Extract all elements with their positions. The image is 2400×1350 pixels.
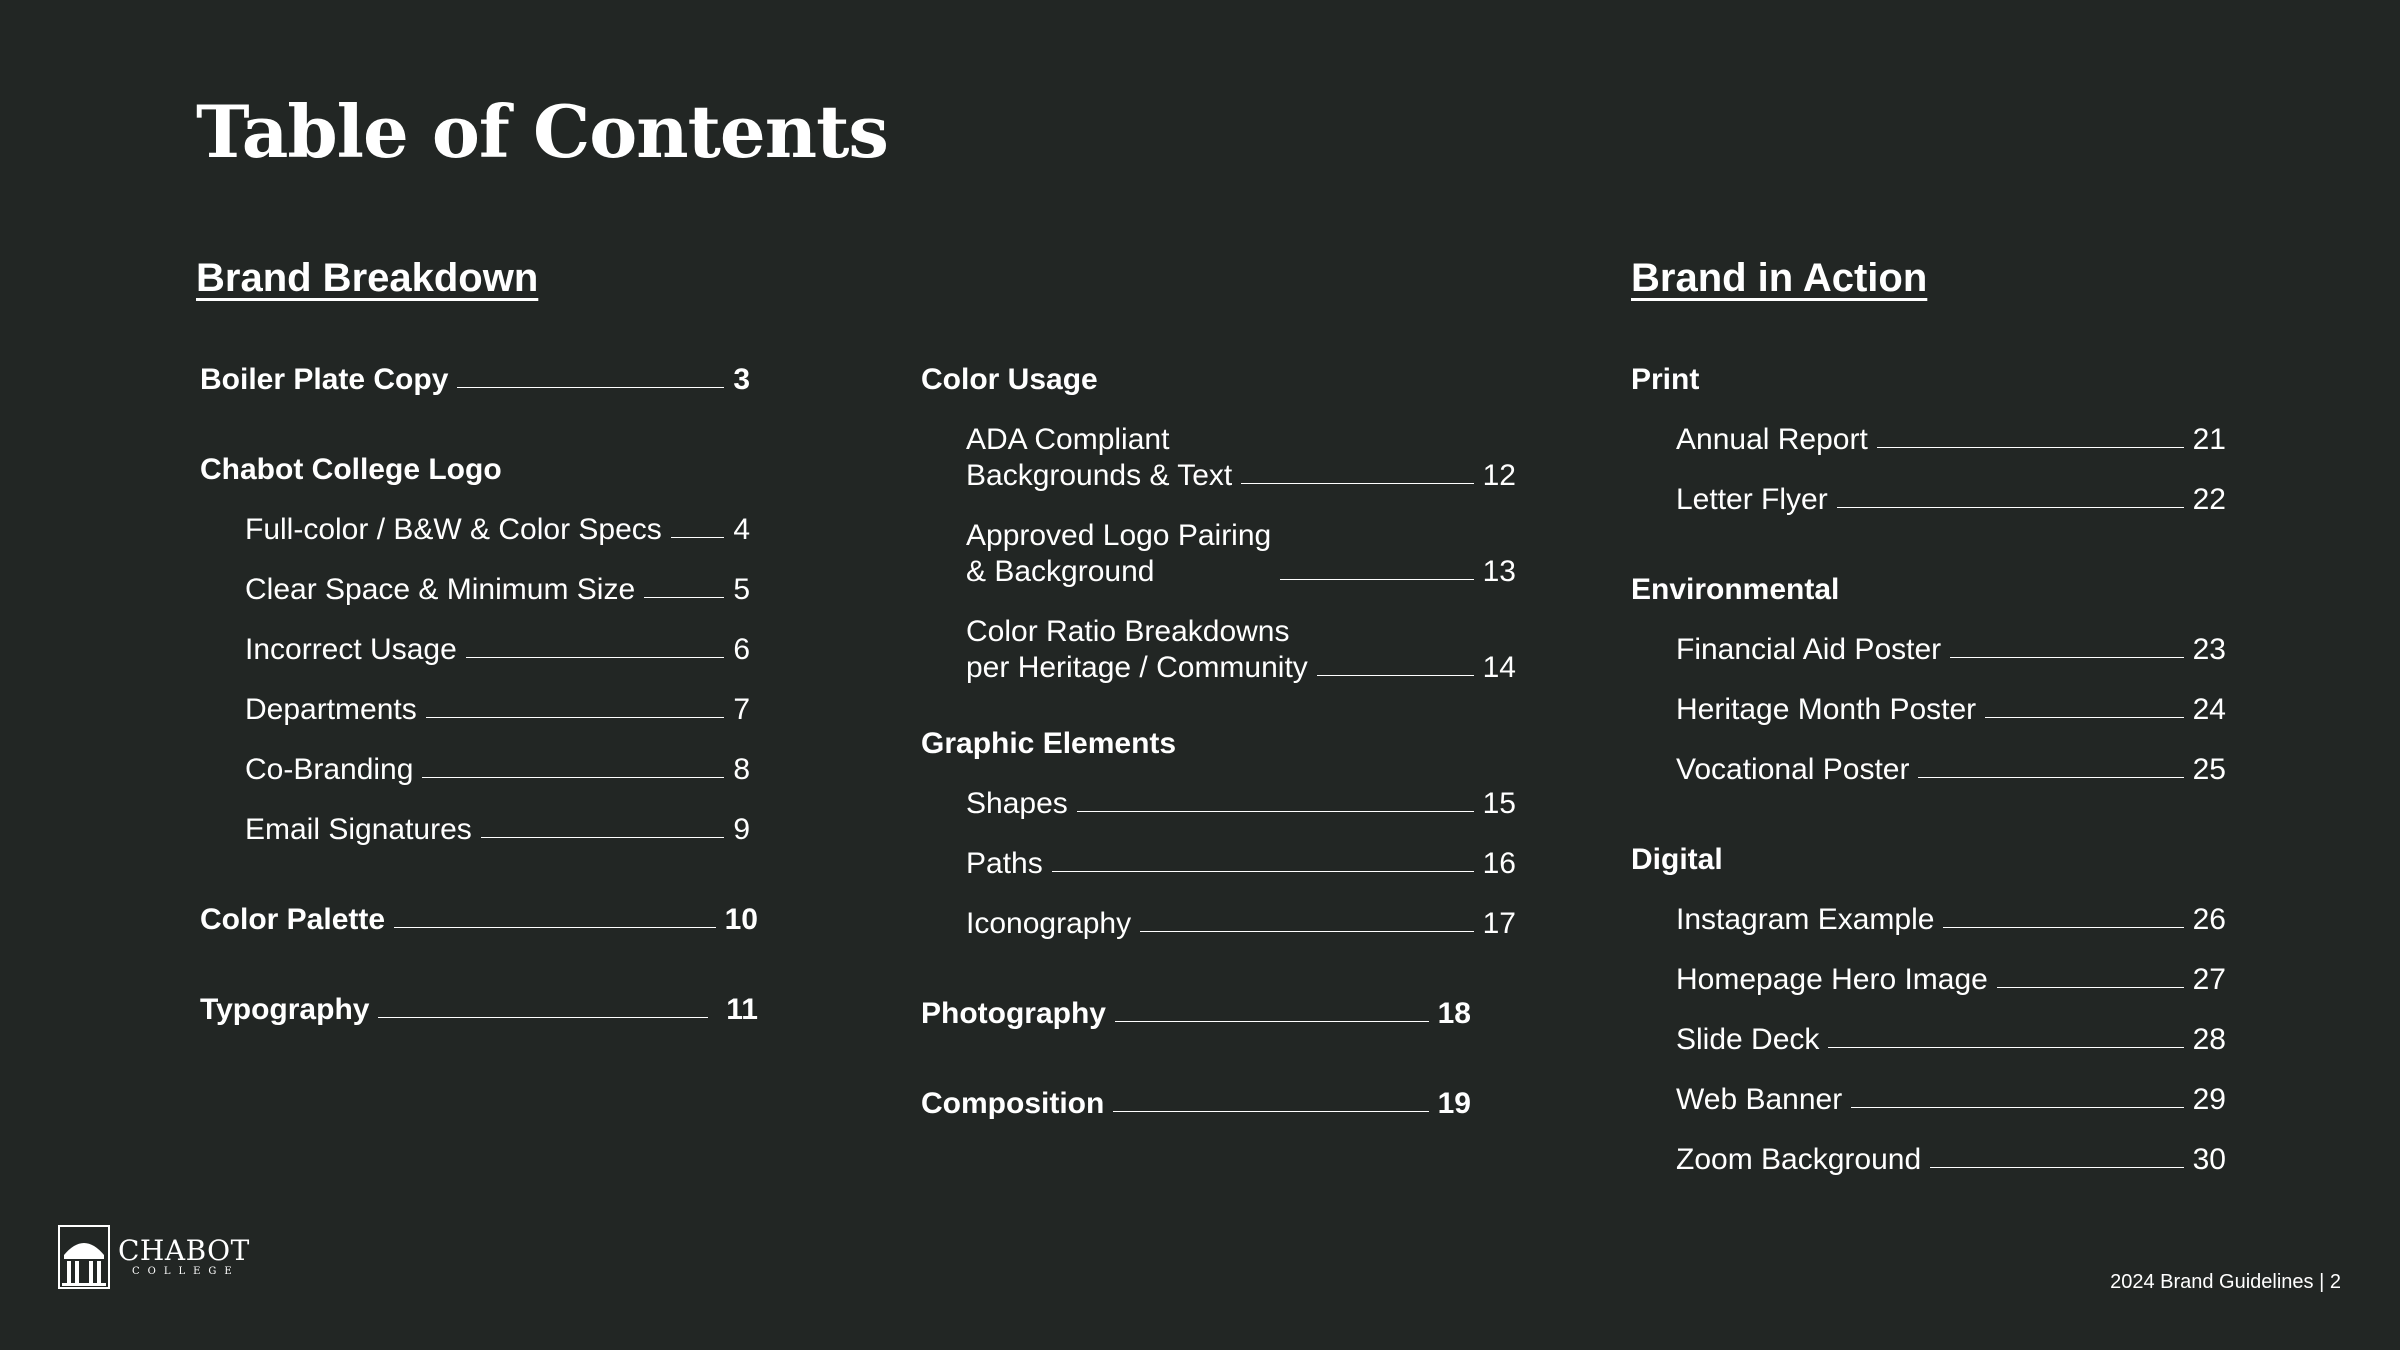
toc-entry-page: 11 bbox=[726, 993, 758, 1026]
toc-entry-page: 29 bbox=[2192, 1083, 2226, 1116]
toc-entry-label: Departments bbox=[245, 693, 417, 726]
toc-entry-page: 16 bbox=[1482, 847, 1516, 880]
toc-entry[interactable] bbox=[1631, 422, 2226, 458]
dotted-leader bbox=[1077, 811, 1474, 812]
toc-entry-label: Color Palette bbox=[200, 903, 386, 936]
toc-entry-label bbox=[966, 614, 1308, 686]
dotted-leader bbox=[1317, 675, 1474, 676]
toc-entry-label: Composition bbox=[921, 1087, 1105, 1120]
dotted-leader bbox=[466, 657, 725, 658]
toc-entry-page: 24 bbox=[2192, 693, 2226, 726]
toc-entry-page: 18 bbox=[1437, 997, 1471, 1030]
toc-entry-label-line-2: Backgrounds & Text bbox=[966, 459, 1233, 492]
toc-entry-label: Financial Aid Poster bbox=[1676, 633, 1942, 666]
section-heading-brand-in-action: Brand in Action bbox=[1631, 256, 1928, 300]
toc-entry-color-palette[interactable] bbox=[200, 902, 758, 938]
toc-entry-page: 8 bbox=[733, 753, 750, 786]
dotted-leader bbox=[426, 717, 725, 718]
toc-entry[interactable] bbox=[1631, 692, 2226, 728]
dotted-leader bbox=[457, 387, 724, 388]
toc-entry-typography[interactable] bbox=[200, 992, 758, 1028]
toc-entry-page: 14 bbox=[1482, 651, 1516, 684]
toc-entry[interactable] bbox=[921, 614, 1516, 686]
toc-group-heading-color-usage: Color Usage bbox=[921, 363, 1098, 396]
footer-page-label: 2024 Brand Guidelines | 2 bbox=[2110, 1271, 2341, 1293]
logo-subtitle: COLLEGE bbox=[132, 1266, 240, 1277]
toc-entry-page: 25 bbox=[2192, 753, 2226, 786]
dotted-leader bbox=[1930, 1167, 2183, 1168]
toc-group-heading-graphic-elements: Graphic Elements bbox=[921, 727, 1177, 760]
toc-entry-label: Incorrect Usage bbox=[245, 633, 457, 666]
dotted-leader bbox=[1241, 483, 1473, 484]
toc-entry-label: Paths bbox=[966, 847, 1043, 880]
toc-entry-label: Shapes bbox=[966, 787, 1068, 820]
section-heading-brand-breakdown: Brand Breakdown bbox=[196, 256, 539, 300]
dotted-leader bbox=[378, 1017, 708, 1018]
toc-group-heading-print: Print bbox=[1631, 363, 1700, 396]
toc-column-3 bbox=[1631, 362, 2226, 1178]
toc-column-1 bbox=[200, 362, 758, 1028]
logo-wordmark bbox=[118, 1236, 250, 1278]
toc-entry[interactable] bbox=[200, 752, 750, 788]
toc-entry-label: Full-color / B&W & Color Specs bbox=[245, 513, 662, 546]
toc-entry[interactable] bbox=[921, 906, 1516, 942]
toc-entry[interactable] bbox=[1631, 482, 2226, 518]
toc-entry-page: 9 bbox=[733, 813, 750, 846]
toc-entry-page: 22 bbox=[2192, 483, 2226, 516]
toc-entry-label: Clear Space & Minimum Size bbox=[245, 573, 636, 606]
dotted-leader bbox=[1837, 507, 2184, 508]
dotted-leader bbox=[1918, 777, 2183, 778]
toc-entry[interactable] bbox=[1631, 1142, 2226, 1178]
toc-entry-page: 4 bbox=[733, 513, 750, 546]
toc-entry-label: Email Signatures bbox=[245, 813, 472, 846]
toc-entry-page: 30 bbox=[2192, 1143, 2226, 1176]
toc-entry-page: 10 bbox=[724, 903, 758, 936]
toc-entry[interactable] bbox=[921, 422, 1516, 494]
page-title: Table of Contents bbox=[196, 89, 888, 174]
dotted-leader bbox=[1052, 871, 1474, 872]
toc-entry-label: Photography bbox=[921, 997, 1106, 1030]
dotted-leader bbox=[1851, 1107, 2183, 1108]
toc-entry-label-line-1: ADA Compliant bbox=[966, 423, 1170, 456]
toc-entry-page: 7 bbox=[733, 693, 750, 726]
dotted-leader bbox=[422, 777, 724, 778]
toc-entry[interactable] bbox=[1631, 902, 2226, 938]
toc-entry-page: 19 bbox=[1437, 1087, 1471, 1120]
dotted-leader bbox=[1115, 1021, 1429, 1022]
toc-entry-label bbox=[966, 518, 1271, 590]
dotted-leader bbox=[1943, 927, 2183, 928]
dotted-leader bbox=[1877, 447, 2184, 448]
dotted-leader bbox=[644, 597, 724, 598]
toc-entry-label: Iconography bbox=[966, 907, 1132, 940]
toc-entry-composition[interactable] bbox=[921, 1086, 1471, 1122]
toc-entry-page: 5 bbox=[733, 573, 750, 606]
toc-entry[interactable] bbox=[1631, 632, 2226, 668]
toc-entry[interactable] bbox=[1631, 1022, 2226, 1058]
toc-entry-label-line-1: Color Ratio Breakdowns bbox=[966, 615, 1290, 648]
toc-entry-page: 17 bbox=[1482, 907, 1516, 940]
toc-entry-page: 3 bbox=[733, 363, 750, 396]
toc-entry-label: Zoom Background bbox=[1676, 1143, 1922, 1176]
dotted-leader bbox=[1280, 579, 1473, 580]
toc-entry-page: 6 bbox=[733, 633, 750, 666]
toc-entry-label: Instagram Example bbox=[1676, 903, 1935, 936]
dotted-leader bbox=[1950, 657, 2183, 658]
toc-entry[interactable] bbox=[921, 786, 1516, 822]
toc-entry-label-line-2: & Background bbox=[966, 555, 1155, 588]
toc-entry-page: 21 bbox=[2192, 423, 2226, 456]
toc-entry[interactable] bbox=[1631, 962, 2226, 998]
dotted-leader bbox=[1828, 1047, 2183, 1048]
toc-group-heading-digital: Digital bbox=[1631, 843, 1723, 876]
toc-entry-page: 23 bbox=[2192, 633, 2226, 666]
dotted-leader bbox=[671, 537, 725, 538]
toc-entry-label: Homepage Hero Image bbox=[1676, 963, 1988, 996]
toc-column-2 bbox=[921, 362, 1516, 1122]
toc-entry-label: Vocational Poster bbox=[1676, 753, 1910, 786]
toc-group-heading-logo: Chabot College Logo bbox=[200, 453, 502, 486]
toc-entry[interactable] bbox=[200, 692, 750, 728]
toc-entry-label: Slide Deck bbox=[1676, 1023, 1820, 1056]
toc-entry-page: 28 bbox=[2192, 1023, 2226, 1056]
toc-entry[interactable] bbox=[200, 632, 750, 668]
toc-entry-label: Typography bbox=[200, 993, 370, 1026]
toc-entry-label bbox=[966, 422, 1232, 494]
toc-entry-label: Letter Flyer bbox=[1676, 483, 1828, 516]
logo-name: CHABOT bbox=[118, 1234, 250, 1267]
chabot-college-logo bbox=[58, 1225, 250, 1289]
toc-entry-label: Heritage Month Poster bbox=[1676, 693, 1977, 726]
toc-entry-boiler-plate-copy[interactable] bbox=[200, 362, 750, 398]
toc-entry-label: Annual Report bbox=[1676, 423, 1868, 456]
toc-entry-photography[interactable] bbox=[921, 996, 1471, 1032]
toc-entry[interactable] bbox=[1631, 1082, 2226, 1118]
toc-entry-label: Boiler Plate Copy bbox=[200, 363, 449, 396]
toc-entry-page: 27 bbox=[2192, 963, 2226, 996]
toc-entry-page: 15 bbox=[1482, 787, 1516, 820]
toc-entry[interactable] bbox=[921, 846, 1516, 882]
toc-entry[interactable] bbox=[1631, 752, 2226, 788]
toc-entry[interactable] bbox=[200, 512, 750, 548]
toc-entry-page: 12 bbox=[1482, 459, 1516, 492]
dotted-leader bbox=[1985, 717, 2183, 718]
toc-entry-label-line-1: Approved Logo Pairing bbox=[966, 519, 1272, 552]
dotted-leader bbox=[1140, 931, 1474, 932]
building-icon bbox=[58, 1225, 110, 1289]
toc-entry-label: Web Banner bbox=[1676, 1083, 1843, 1116]
toc-entry-label: Co-Branding bbox=[245, 753, 414, 786]
toc-entry[interactable] bbox=[200, 572, 750, 608]
dotted-leader bbox=[394, 927, 716, 928]
toc-group-heading-environmental: Environmental bbox=[1631, 573, 1840, 606]
toc-entry[interactable] bbox=[921, 518, 1516, 590]
toc-entry-page: 13 bbox=[1482, 555, 1516, 588]
toc-entry-page: 26 bbox=[2192, 903, 2226, 936]
toc-entry-label-line-2: per Heritage / Community bbox=[966, 651, 1308, 684]
dotted-leader bbox=[1997, 987, 2184, 988]
dotted-leader bbox=[481, 837, 725, 838]
dotted-leader bbox=[1113, 1111, 1428, 1112]
toc-entry[interactable] bbox=[200, 812, 750, 848]
